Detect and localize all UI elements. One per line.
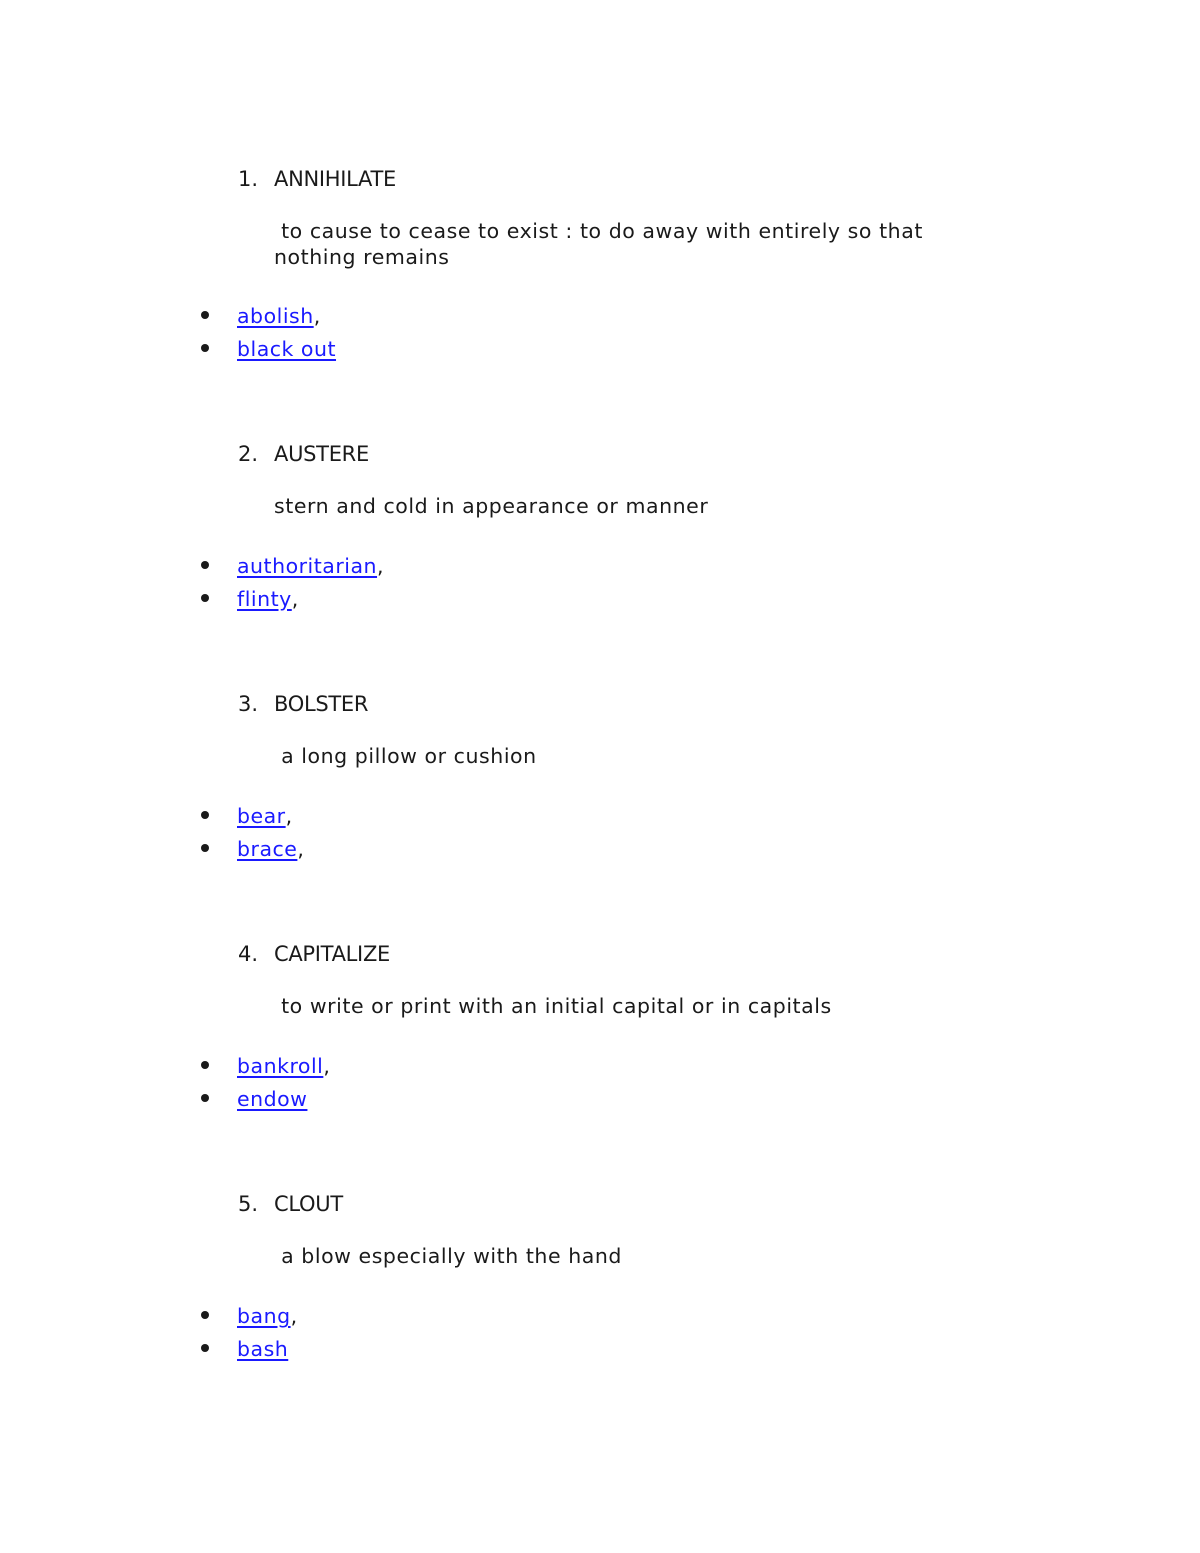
synonym-link-bang[interactable]: bang xyxy=(237,1304,291,1328)
synonym-link-abolish[interactable]: abolish xyxy=(237,304,314,328)
synonym-link-brace[interactable]: brace xyxy=(237,836,298,861)
entry-heading xyxy=(238,166,396,192)
bullet-icon xyxy=(201,344,209,352)
entry-definition: to cause to cease to exist : to do away with entirely so that nothing remains xyxy=(274,219,930,269)
entry-word: AUSTERE xyxy=(274,442,369,466)
synonym-link-flinty[interactable]: flinty xyxy=(237,586,292,611)
bullet-icon xyxy=(201,844,209,852)
entry-heading xyxy=(238,691,368,717)
entry-number: 4. xyxy=(238,942,259,966)
synonym-separator: , xyxy=(377,554,385,578)
entry-number: 2. xyxy=(238,442,259,466)
synonym-separator: , xyxy=(323,1054,331,1078)
entry-word: CLOUT xyxy=(274,1192,343,1216)
entry-definition: stern and cold in appearance or manner xyxy=(274,494,709,518)
synonym-link-black-out[interactable]: black out xyxy=(237,336,337,361)
entry-word: BOLSTER xyxy=(274,692,369,716)
synonym-separator: , xyxy=(285,804,293,828)
bullet-icon xyxy=(201,1061,209,1069)
synonym-link-bankroll[interactable]: bankroll xyxy=(237,1054,324,1078)
bullet-icon xyxy=(201,1344,209,1352)
bullet-icon xyxy=(201,594,209,602)
synonym-link-bear[interactable]: bear xyxy=(237,804,286,828)
synonym-separator: , xyxy=(313,304,321,328)
synonym-separator: , xyxy=(291,586,299,611)
entry-heading xyxy=(238,1191,343,1217)
synonym-separator: , xyxy=(290,1304,298,1328)
entry-number: 3. xyxy=(238,692,259,716)
bullet-icon xyxy=(201,561,209,569)
entry-heading xyxy=(238,941,390,967)
bullet-icon xyxy=(201,1311,209,1319)
entry-number: 1. xyxy=(238,167,259,191)
entry-number: 5. xyxy=(238,1192,259,1216)
synonym-separator: , xyxy=(297,836,305,861)
entry-definition: a blow especially with the hand xyxy=(274,1244,622,1268)
bullet-icon xyxy=(201,311,209,319)
bullet-icon xyxy=(201,811,209,819)
entry-word: CAPITALIZE xyxy=(274,942,390,966)
synonym-link-bash[interactable]: bash xyxy=(237,1336,289,1361)
synonym-link-endow[interactable]: endow xyxy=(237,1086,308,1111)
entry-definition: a long pillow or cushion xyxy=(274,744,537,768)
entry-word: ANNIHILATE xyxy=(274,167,396,191)
entry-definition: to write or print with an initial capital or in capitals xyxy=(274,994,832,1018)
bullet-icon xyxy=(201,1094,209,1102)
synonym-link-authoritarian[interactable]: authoritarian xyxy=(237,554,378,578)
entry-heading xyxy=(238,441,369,467)
